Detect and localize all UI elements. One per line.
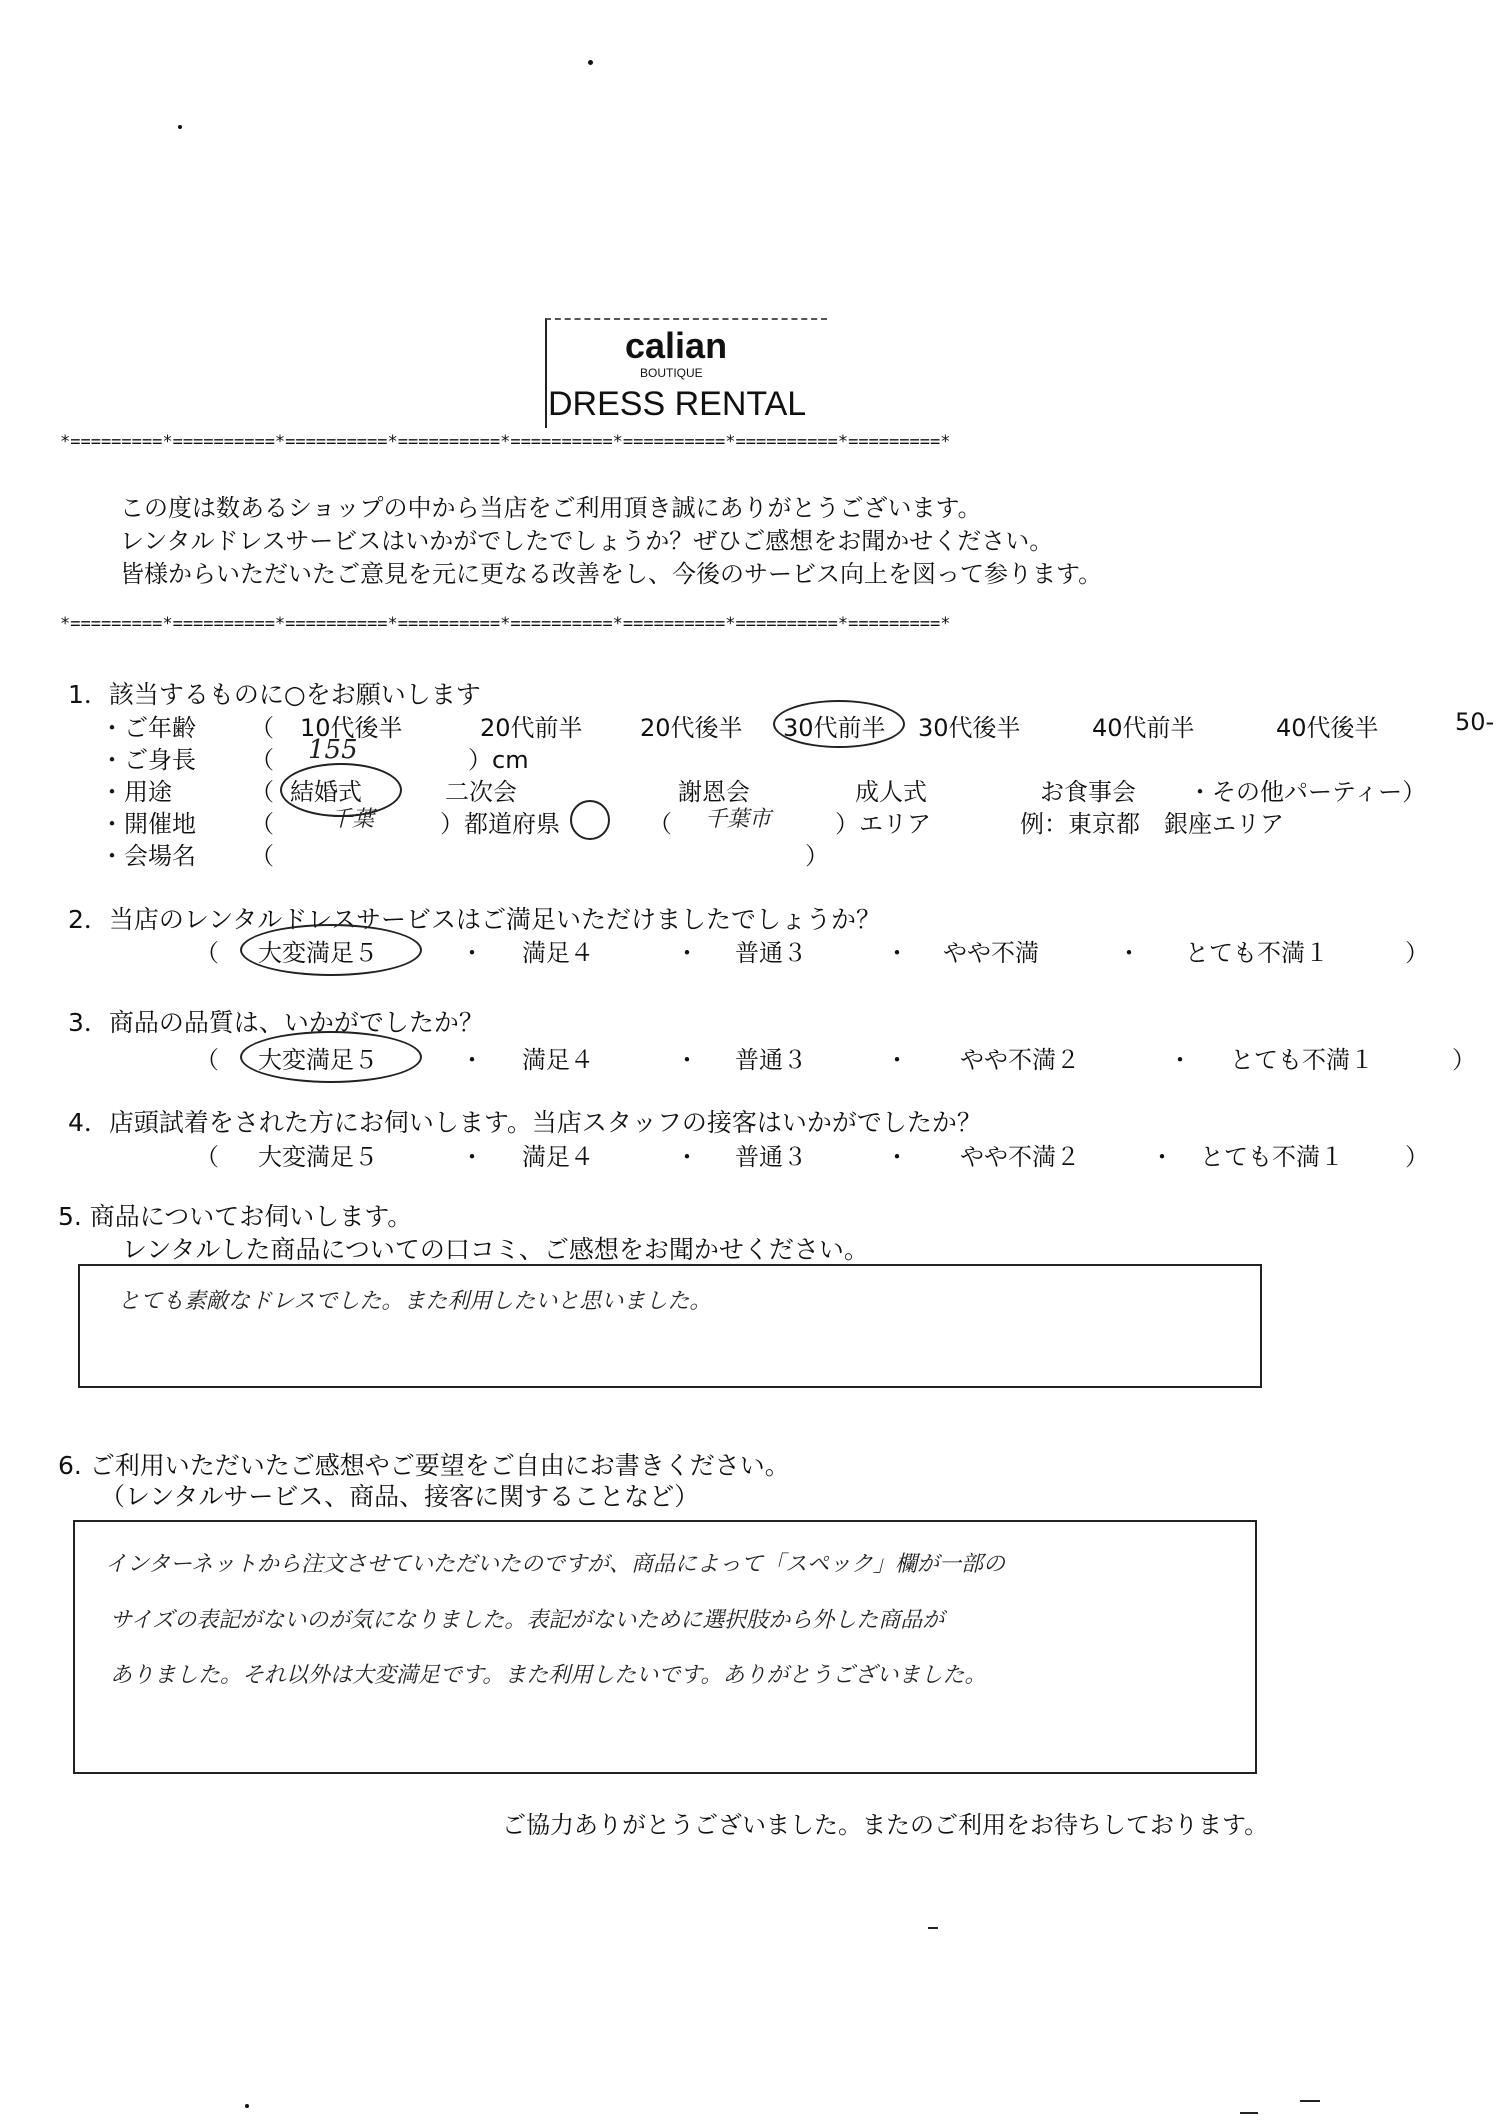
logo-main: DRESS RENTAL — [548, 385, 807, 423]
scan-speck — [588, 60, 593, 65]
age-option: 20代後半 — [640, 714, 743, 742]
q1-title: 1．該当するものに○をお願いします — [68, 680, 481, 709]
place-pref-value: 千葉 — [330, 807, 375, 832]
scan-mark — [1300, 2100, 1320, 2102]
scan-mark — [928, 1927, 938, 1929]
purpose-option: 二次会 — [445, 778, 517, 806]
purpose-option: ・その他パーティー） — [1188, 778, 1427, 806]
q4-separator: ・ — [675, 1143, 699, 1171]
q3-separator: ・ — [675, 1046, 699, 1074]
q6-answer-line: インターネットから注文させていただいたのですが、商品によって「スペック」欄が一部の — [105, 1552, 1006, 1577]
q3-close: ） — [1452, 1046, 1476, 1074]
purpose-option: お食事会 — [1040, 778, 1136, 806]
age-option: 20代前半 — [480, 714, 583, 742]
q2-title: 2．当店のレンタルドレスサービスはご満足いただけましたでしょうか？ — [68, 905, 882, 934]
separator-top: *=========*==========*==========*==========*==========*==========*==========*=========* — [60, 432, 951, 452]
q4-option: とても不満１ — [1200, 1143, 1344, 1171]
q6-title: 6. ご利用いただいたご感想やご要望をご自由にお書きください。 — [58, 1451, 790, 1480]
q2-separator: ・ — [1117, 939, 1141, 967]
q2-option: 普通３ — [735, 939, 807, 967]
place-area-value: 千葉市 — [705, 807, 772, 832]
height-label: ・ご身長 — [100, 746, 196, 774]
q2-open: （ — [195, 939, 219, 967]
q6-answer-line: サイズの表記がないのが気になりました。表記がないために選択肢から外した商品が — [110, 1608, 945, 1633]
venue-open: （ — [250, 842, 274, 870]
logo-sub: BOUTIQUE — [640, 366, 703, 380]
place-label: ・開催地 — [100, 810, 196, 838]
q3-option: とても不満１ — [1230, 1046, 1374, 1074]
q5-title: 5. 商品についてお伺いします。 — [58, 1202, 413, 1231]
q3-separator: ・ — [1168, 1046, 1192, 1074]
separator-bottom: *=========*==========*==========*==========*==========*==========*==========*=========* — [60, 614, 951, 634]
q3-open: （ — [195, 1046, 219, 1074]
q2-option: とても不満１ — [1185, 939, 1329, 967]
q4-separator: ・ — [885, 1143, 909, 1171]
age-open: （ — [250, 714, 274, 742]
scan-speck — [245, 2104, 249, 2108]
q5-answer-box — [78, 1264, 1262, 1388]
age-label: ・ご年齢 — [100, 714, 196, 742]
height-close: ）cm — [468, 746, 529, 774]
place-example: 例：東京都 銀座エリア — [1020, 810, 1284, 838]
scan-speck — [178, 125, 182, 129]
purpose-option: 謝恩会 — [678, 778, 750, 806]
q2-separator: ・ — [885, 939, 909, 967]
height-value: 155 — [308, 735, 358, 765]
scan-mark — [1240, 2112, 1258, 2114]
purpose-option-selected: 結婚式 — [290, 778, 362, 806]
q3-title: 3．商品の品質は、いかがでしたか？ — [68, 1008, 484, 1037]
q4-option: やや不満２ — [960, 1143, 1080, 1171]
height-open: （ — [250, 746, 274, 774]
age-option: 10代後半 — [300, 714, 403, 742]
selection-circle — [240, 924, 422, 976]
intro-line-1: この度は数あるショップの中から当店をご利用頂き誠にありがとうございます。 — [120, 494, 982, 522]
q2-separator: ・ — [675, 939, 699, 967]
q5-answer: とても素敵なドレスでした。また利用したいと思いました。 — [118, 1289, 712, 1314]
purpose-option: 成人式 — [855, 778, 927, 806]
place-pref-suffix: ）都道府県 — [440, 810, 560, 838]
q3-separator: ・ — [885, 1046, 909, 1074]
q2-close: ） — [1405, 939, 1429, 967]
q3-option: やや不満２ — [960, 1046, 1080, 1074]
q2-option: やや不満 — [943, 939, 1039, 967]
q2-option: 満足４ — [522, 939, 594, 967]
q4-option: 普通３ — [735, 1143, 807, 1171]
age-option: 40代後半 — [1276, 714, 1379, 742]
q4-option: 大変満足５ — [258, 1143, 378, 1171]
place-open: （ — [250, 810, 274, 838]
q3-option: 満足４ — [522, 1046, 594, 1074]
age-option: 50- — [1455, 708, 1495, 736]
q2-option-selected: 大変満足５ — [258, 939, 378, 967]
age-option-selected: 30代前半 — [783, 714, 886, 742]
selection-circle — [570, 800, 610, 840]
logo-name: calian — [625, 325, 728, 366]
q4-separator: ・ — [460, 1143, 484, 1171]
q4-option: 満足４ — [522, 1143, 594, 1171]
q4-title: 4．店頭試着をされた方にお伺いします。当店スタッフの接客はいかがでしたか？ — [68, 1108, 982, 1137]
purpose-label: ・用途 — [100, 778, 172, 806]
q4-close: ） — [1405, 1143, 1429, 1171]
place-area-open: （ — [648, 810, 672, 838]
footer-thanks: ご協力ありがとうございました。またのご利用をお待ちしております。 — [502, 1811, 1269, 1839]
selection-circle — [773, 700, 905, 748]
q3-separator: ・ — [460, 1046, 484, 1074]
intro-line-2: レンタルドレスサービスはいかがでしたでしょうか？ぜひご感想をお聞かせください。 — [120, 527, 1054, 555]
q4-open: （ — [195, 1143, 219, 1171]
q4-separator: ・ — [1150, 1143, 1174, 1171]
purpose-open: （ — [250, 778, 274, 806]
selection-circle — [240, 1031, 422, 1083]
q5-subtitle: レンタルした商品についての口コミ、ご感想をお聞かせください。 — [122, 1235, 869, 1264]
venue-label: ・会場名 — [100, 842, 196, 870]
venue-close: ） — [805, 842, 829, 870]
q3-option-selected: 大変満足５ — [258, 1046, 378, 1074]
q6-subtitle: （レンタルサービス、商品、接客に関することなど） — [100, 1482, 700, 1511]
q6-answer-line: ありました。それ以外は大変満足です。また利用したいです。ありがとうございました。 — [110, 1663, 987, 1688]
q2-separator: ・ — [460, 939, 484, 967]
age-option: 30代後半 — [918, 714, 1021, 742]
intro-line-3: 皆様からいただいたご意見を元に更なる改善をし、今後のサービス向上を図って参ります。 — [120, 560, 1103, 588]
place-area-suffix: ）エリア — [835, 810, 931, 838]
age-option: 40代前半 — [1092, 714, 1195, 742]
q3-option: 普通３ — [735, 1046, 807, 1074]
